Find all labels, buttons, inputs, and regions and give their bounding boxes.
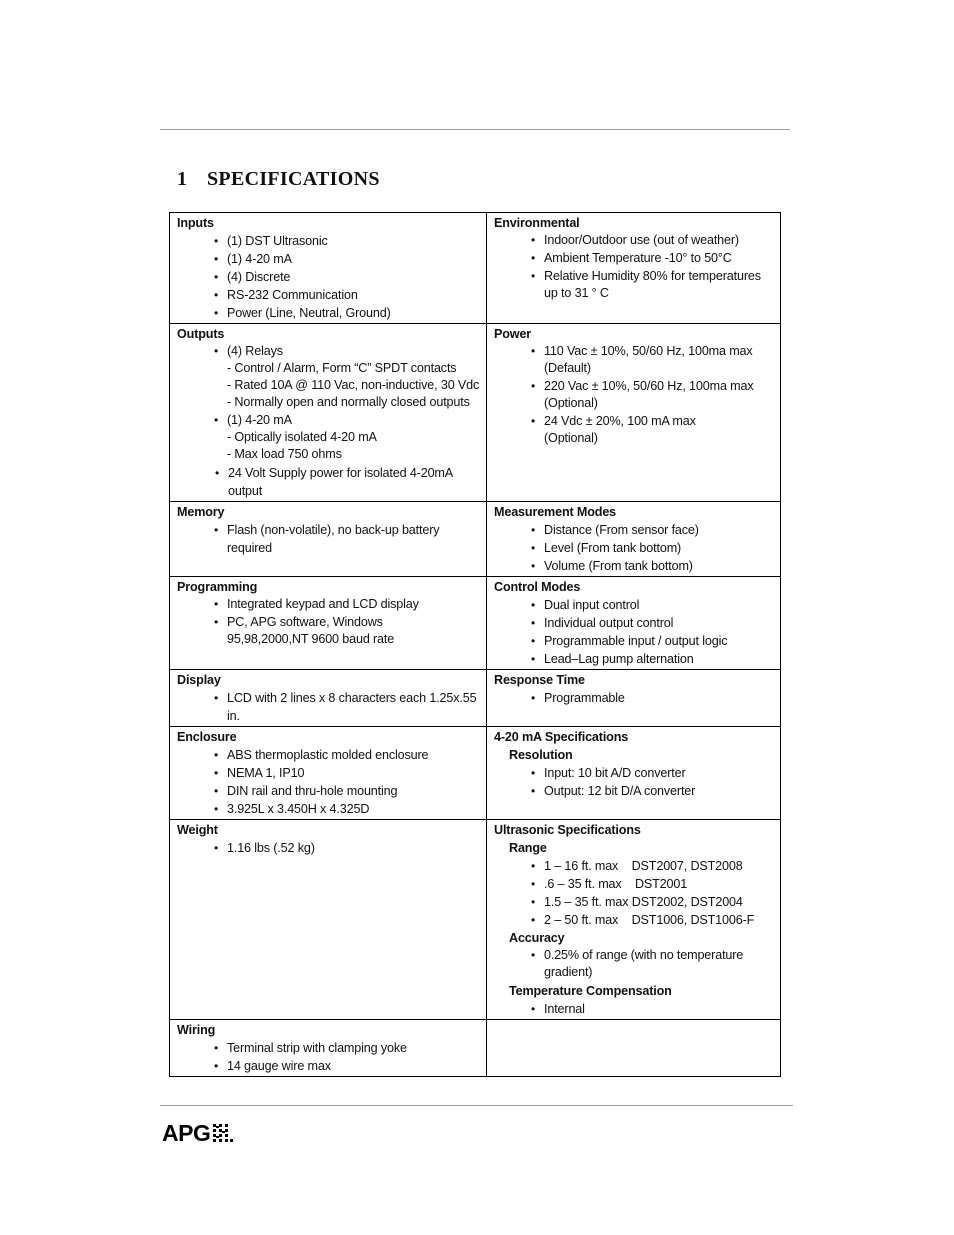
power-note: (Optional): [544, 431, 598, 445]
cell-measurement-modes: [487, 502, 781, 577]
list-item: [544, 378, 774, 413]
apg-logo: [162, 1120, 233, 1147]
cell-outputs: [170, 324, 487, 502]
bullet-list: [177, 343, 480, 464]
cell-title: Display: [177, 673, 221, 687]
list-item: • Output: 12 bit D/A converter: [544, 782, 774, 800]
cell-display: [170, 670, 487, 727]
table-row: [170, 213, 781, 324]
cell-empty: [487, 1020, 781, 1077]
bullet-list: [494, 1000, 774, 1018]
header-rule: [160, 129, 790, 130]
list-item: • Terminal strip with clamping yoke: [227, 1039, 480, 1057]
cell-title: Weight: [177, 823, 218, 837]
bullet-list: [177, 464, 480, 500]
cell-title: 4-20 mA Specifications: [494, 730, 629, 744]
list-item: • ABS thermoplastic molded enclosure: [227, 746, 480, 764]
list-item: • 1.16 lbs (.52 kg): [227, 839, 480, 857]
relay-note: - Rated 10A @ 110 Vac, non-inductive, 30 Vdc: [227, 378, 480, 392]
relays-label: (4) Relays: [227, 344, 283, 358]
power-spec: 220 Vac ± 10%, 50/60 Hz, 100ma max: [544, 379, 754, 393]
power-spec: 110 Vac ± 10%, 50/60 Hz, 100ma max: [544, 344, 753, 358]
specifications-table: [169, 212, 781, 1077]
bullet-list: [177, 596, 480, 649]
list-item: • 24 Volt Supply power for isolated 4-20mA output: [228, 464, 480, 500]
list-item: • 3.925L x 3.450H x 4.325D: [227, 800, 480, 818]
list-item: • Ambient Temperature -10° to 50°C: [544, 250, 774, 268]
table-row: [170, 1020, 781, 1077]
relay-note: - Normally open and normally closed outputs: [227, 395, 470, 409]
list-item: • Power (Line, Neutral, Ground): [227, 304, 480, 322]
list-item: • RS-232 Communication: [227, 286, 480, 304]
list-item: • Programmable input / output logic: [544, 632, 774, 650]
list-item: • Individual output control: [544, 614, 774, 632]
cell-programming: [170, 577, 487, 670]
list-item: • 2 – 50 ft. max DST1006, DST1006-F: [544, 911, 774, 929]
list-item: • (1) DST Ultrasonic: [227, 232, 480, 250]
bullet-list: [177, 839, 480, 857]
cell-title: Memory: [177, 505, 225, 519]
logo-text: APG: [162, 1120, 211, 1146]
power-note: (Default): [544, 361, 591, 375]
list-item: • Volume (From tank bottom): [544, 557, 774, 575]
list-item: • Input: 10 bit A/D converter: [544, 764, 774, 782]
list-item: • (1) 4-20 mA: [227, 250, 480, 268]
list-item: • Internal: [544, 1000, 774, 1018]
cell-analog-specifications: [487, 727, 781, 820]
cell-wiring: [170, 1020, 487, 1077]
cell-title: Enclosure: [177, 730, 237, 744]
bullet-list: [494, 596, 774, 668]
cell-power: [487, 324, 781, 502]
list-item: • Dual input control: [544, 596, 774, 614]
cell-memory: [170, 502, 487, 577]
bullet-list: [494, 689, 774, 707]
list-item: • Flash (non-volatile), no back-up battery required: [227, 521, 480, 557]
bullet-list: [494, 521, 774, 575]
table-row: [170, 577, 781, 670]
cell-control-modes: [487, 577, 781, 670]
cell-title: Wiring: [177, 1023, 216, 1037]
section-heading: [177, 168, 380, 191]
list-item: • Integrated keypad and LCD display: [227, 596, 480, 614]
cell-subtitle: Resolution: [509, 748, 573, 762]
cell-title: Inputs: [177, 216, 214, 230]
list-item: [544, 343, 774, 378]
cell-ultrasonic-specifications: [487, 820, 781, 1020]
section-title: SPECIFICATIONS: [207, 168, 380, 190]
list-item: [544, 413, 774, 448]
cell-title: Programming: [177, 580, 258, 594]
cell-environmental: [487, 213, 781, 324]
bullet-list: [177, 232, 480, 322]
cell-title: Ultrasonic Specifications: [494, 823, 641, 837]
analog-output-label: (1) 4-20 mA: [227, 413, 292, 427]
list-item: [227, 412, 480, 464]
cell-title: Measurement Modes: [494, 505, 617, 519]
list-item: • LCD with 2 lines x 8 characters each 1.25x.55 in.: [227, 689, 480, 725]
cell-title: Control Modes: [494, 580, 581, 594]
bullet-list: [494, 764, 774, 800]
list-item: • Relative Humidity 80% for temperatures up to 31 ° C: [544, 268, 774, 303]
bullet-list: [177, 689, 480, 725]
bullet-list: [494, 947, 774, 982]
bullet-list: [494, 857, 774, 929]
list-item: • 0.25% of range (with no temperature gradient): [544, 947, 774, 982]
cell-title: Power: [494, 327, 532, 341]
cell-inputs: [170, 213, 487, 324]
list-item: • 14 gauge wire max: [227, 1057, 480, 1075]
footer-rule: [160, 1105, 793, 1106]
accuracy-subtitle: Accuracy: [509, 931, 565, 945]
list-item: • DIN rail and thru-hole mounting: [227, 782, 480, 800]
list-item: • PC, APG software, Windows 95,98,2000,NT 9600 baud rate: [227, 614, 480, 649]
table-row: [170, 727, 781, 820]
list-item: • 1.5 – 35 ft. max DST2002, DST2004: [544, 893, 774, 911]
table-row: [170, 820, 781, 1020]
logo-mark-icon: [211, 1122, 233, 1146]
range-subtitle: Range: [509, 841, 547, 855]
analog-note: - Max load 750 ohms: [227, 447, 342, 461]
table-row: [170, 324, 781, 502]
list-item: • Level (From tank bottom): [544, 539, 774, 557]
cell-enclosure: [170, 727, 487, 820]
bullet-list: [494, 232, 774, 303]
list-item: • Distance (From sensor face): [544, 521, 774, 539]
bullet-list: [177, 746, 480, 818]
table-row: [170, 502, 781, 577]
bullet-list: [177, 521, 480, 557]
table-row: [170, 670, 781, 727]
analog-note: - Optically isolated 4-20 mA: [227, 430, 377, 444]
cell-response-time: [487, 670, 781, 727]
cell-title: Response Time: [494, 673, 585, 687]
list-item: • .6 – 35 ft. max DST2001: [544, 875, 774, 893]
temperature-compensation-subtitle: Temperature Compensation: [509, 984, 672, 998]
power-note: (Optional): [544, 396, 598, 410]
bullet-list: [494, 343, 774, 448]
power-spec: 24 Vdc ± 20%, 100 mA max: [544, 414, 696, 428]
list-item: • (4) Discrete: [227, 268, 480, 286]
section-number: 1: [177, 168, 188, 190]
list-item: • Programmable: [544, 689, 774, 707]
list-item: • Indoor/Outdoor use (out of weather): [544, 232, 774, 250]
bullet-list: [177, 1039, 480, 1075]
cell-title: Environmental: [494, 216, 580, 230]
list-item: • 1 – 16 ft. max DST2007, DST2008: [544, 857, 774, 875]
relay-note: - Control / Alarm, Form “C” SPDT contacts: [227, 361, 457, 375]
list-item: [227, 343, 480, 412]
cell-weight: [170, 820, 487, 1020]
cell-title: Outputs: [177, 327, 225, 341]
list-item: • Lead–Lag pump alternation: [544, 650, 774, 668]
list-item: • NEMA 1, IP10: [227, 764, 480, 782]
